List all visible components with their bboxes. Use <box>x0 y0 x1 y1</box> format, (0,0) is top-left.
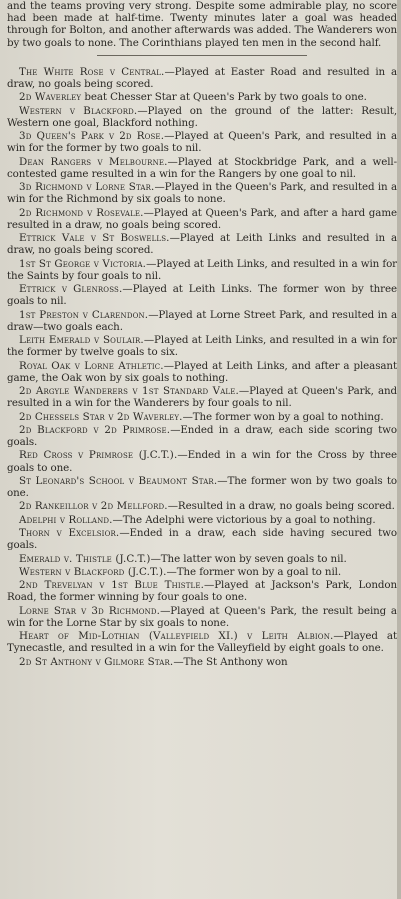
result-text: —Played at Queen's Park, and resulted in a win for the Wanderers by four goals to nil. <box>7 385 398 410</box>
result-heading: Western v Blackford (J.C.T.). <box>19 565 167 578</box>
result-item <box>7 105 397 129</box>
result-heading: 1st St George v Victoria. <box>19 257 147 270</box>
result-heading: Thorn v Excelsior. <box>19 527 120 539</box>
result-item <box>7 309 397 333</box>
result-heading: Leith Emerald v Soulair. <box>19 334 144 347</box>
result-text: —Played at Leith Links, and resulted in a win for the Saints by four goals to nil. <box>7 257 397 282</box>
result-heading: Ettrick v Glenross. <box>19 283 123 296</box>
result-heading: 1st Preston v Clarendon. <box>19 308 149 321</box>
result-item <box>7 385 397 409</box>
result-heading: 2d St Anthony v Gilmore Star. <box>19 655 174 668</box>
result-text: —Played at Leith Links and resulted in a draw, no goals being scored. <box>7 232 398 257</box>
result-text: —The latter won by seven goals to nil. <box>150 552 347 565</box>
result-item <box>7 283 397 307</box>
result-item <box>7 475 397 499</box>
result-text: —Ended in a draw, each side having secured two goals. <box>7 527 397 552</box>
result-heading: Heart of Mid-Lothian (Valleyfield XI.) v Leith Albion. <box>19 630 334 643</box>
result-item <box>7 566 397 578</box>
result-text: —Played at Queen's Park, and after a hard game resulted in a draw, no goals being scored. <box>7 206 397 231</box>
result-item <box>7 130 397 154</box>
result-text: —The former won by a goal to nil. <box>166 565 342 578</box>
result-heading: St Leonard's School v Beaumont Star. <box>19 474 218 487</box>
result-text: —Played at Leith Links, and resulted in a win for the former by twelve goals to six. <box>7 334 397 359</box>
result-heading: 2d Argyle Wanderers v 1st Standard Vale. <box>19 385 239 398</box>
result-text: —The former won by a goal to nothing. <box>182 410 384 423</box>
result-heading: 2d Chessels Star v 2d Waverley. <box>19 410 183 423</box>
section-divider <box>97 55 307 56</box>
result-heading: 2d Blackford v 2d Primrose. <box>19 423 171 436</box>
result-text: —Played on the ground of the latter: Result, Western one goal, Blackford nothing. <box>7 104 398 129</box>
result-text: —Played at Tynecastle, and resulted in a win for the Valleyfield by eight goals to one. <box>7 630 397 655</box>
result-item <box>7 411 397 423</box>
result-item <box>7 656 397 668</box>
result-item <box>7 553 397 565</box>
result-text: —Played at Jackson's Park, London Road, the former winning by four goals to one. <box>7 579 397 604</box>
result-text: —The former won by two goals to one. <box>7 474 397 500</box>
result-text: —Ended in a draw, each side scoring two goals. <box>7 423 397 449</box>
result-text: —Played at Lorne Street Park, and resulted in a draw—two goals each. <box>7 308 397 333</box>
result-item <box>7 514 397 526</box>
result-item <box>7 258 397 282</box>
result-heading: 2d Waverley <box>19 91 82 104</box>
result-item <box>7 630 397 654</box>
result-heading: Adelphi v Rolland. <box>19 513 113 526</box>
result-text: —Played in the Queen's Park, and resulted in a win for the Richmond by six goals to none. <box>7 181 397 206</box>
result-item <box>7 181 397 205</box>
result-item <box>7 500 397 512</box>
result-heading: 2nd Trevelyan v 1st Blue Thistle. <box>19 579 205 592</box>
results-list <box>7 66 397 668</box>
result-heading: Emerald v. Thistle (J.C.T.) <box>19 552 151 565</box>
result-text: beat Chesser Star at Queen's Park by two goals to one. <box>81 91 367 104</box>
result-heading: 3d Queen's Park v 2d Rose. <box>19 130 165 143</box>
result-item <box>7 91 397 103</box>
result-item <box>7 527 397 551</box>
result-text: —Resulted in a draw, no goals being scored. <box>167 500 395 513</box>
result-heading: 2d Rankeillor v 2d Mellford. <box>19 500 168 513</box>
result-item <box>7 424 397 448</box>
result-item <box>7 156 397 180</box>
column-edge <box>397 0 401 899</box>
result-item <box>7 360 397 384</box>
result-item <box>7 605 397 629</box>
result-item <box>7 334 397 358</box>
result-text: —Played at Easter Road and resulted in a draw, no goals being scored. <box>7 65 397 91</box>
intro-paragraph: and the teams proving very strong. Despite some admirable play, no score had been made at half-time. Twenty minutes later a goal was headed through for Bolton, and another afterwards was added. The Wanderers won by two goals to none. The Corinthians played ten men in the second half. <box>7 0 397 49</box>
result-heading: 2d Richmond v Rosevale. <box>19 206 144 219</box>
result-text: —Played at Leith Links, and after a pleasant game, the Oak won by six goals to nothing. <box>7 359 397 384</box>
result-text: —The St Anthony won <box>173 655 288 668</box>
result-text: —Played at Leith Links. The former won by three goals to nil. <box>7 283 397 308</box>
result-heading: The White Rose v Central. <box>19 65 165 78</box>
result-heading: Dean Rangers v Melbourne. <box>19 155 168 168</box>
result-heading: Royal Oak v Lorne Athletic. <box>19 359 164 372</box>
result-heading: Ettrick Vale v St Boswells. <box>19 232 170 245</box>
result-heading: Western v Blackford. <box>19 104 138 117</box>
result-item <box>7 207 397 231</box>
result-item <box>7 579 397 603</box>
result-text: —The Adelphi were victorious by a goal to nothing. <box>112 513 376 526</box>
result-text: —Ended in a win for the Cross by three goals to one. <box>7 449 397 474</box>
result-text: —Played at Queen's Park, and resulted in a win for the former by two goals to nil. <box>7 130 397 155</box>
result-item <box>7 66 397 90</box>
result-text: —Played at Stockbridge Park, and a well-contested game resulted in a win for the Rangers by one goal to nil. <box>7 155 397 180</box>
result-item <box>7 232 397 256</box>
result-text: —Played at Queen's Park, the result being a win for the Lorne Star by six goals to none. <box>7 604 397 629</box>
result-heading: 3d Richmond v Lorne Star. <box>19 181 155 194</box>
result-item <box>7 449 397 473</box>
result-heading: Lorne Star v 3d Richmond. <box>19 604 161 617</box>
result-heading: Red Cross v Primrose (J.C.T.). <box>19 449 178 462</box>
